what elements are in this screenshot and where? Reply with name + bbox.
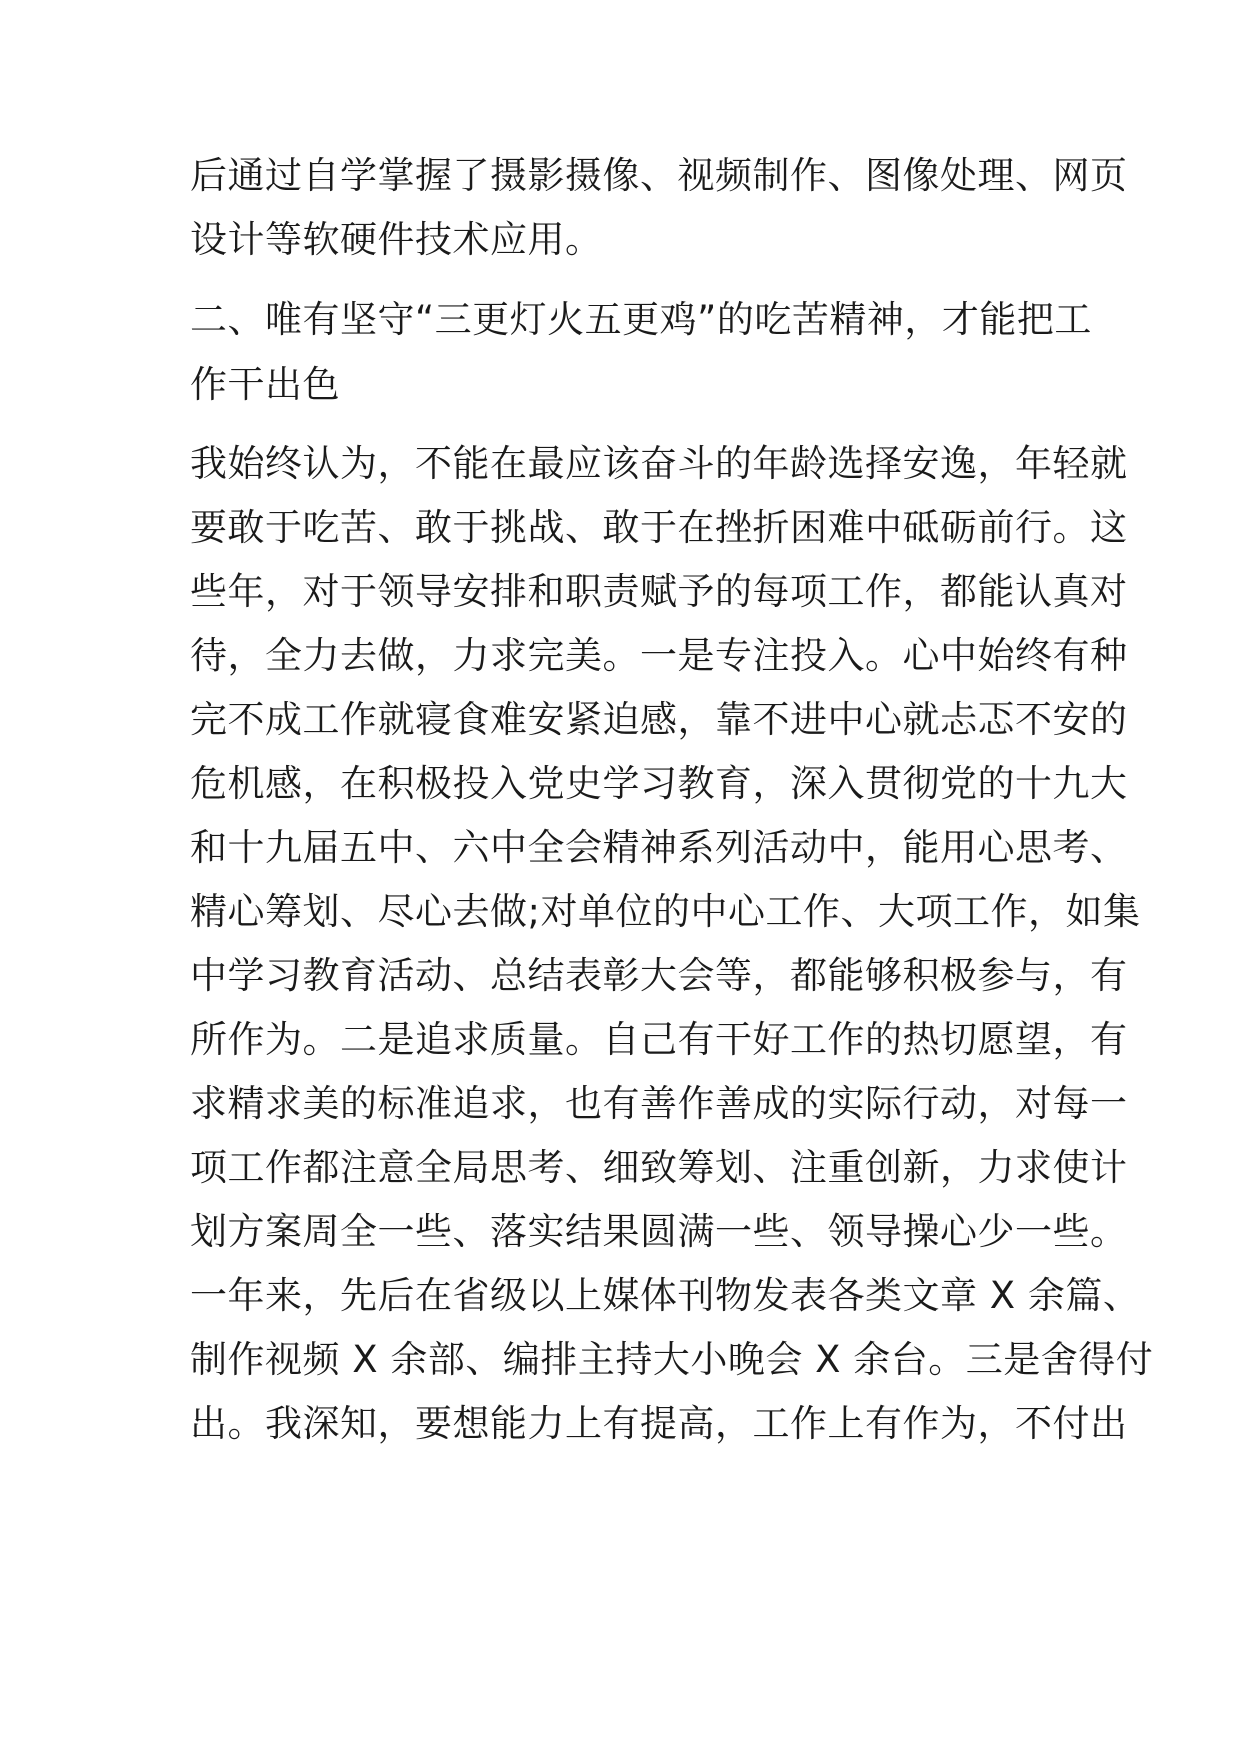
- para-2-line-1: 我始终认为，不能在最应该奋斗的年龄选择安逸，年轻就: [190, 442, 1128, 485]
- para-2-line-10: 所作为。二是追求质量。自己有干好工作的热切愿望，有: [190, 1018, 1128, 1061]
- para-2-line-3: 些年，对于领导安排和职责赋予的每项工作，都能认真对: [190, 570, 1128, 613]
- para-2-line-12: 项工作都注意全局思考、细致筹划、注重创新，力求使计: [190, 1146, 1128, 1189]
- para-2-line-5: 完不成工作就寝食难安紧迫感，靠不进中心就忐忑不安的: [190, 698, 1128, 741]
- section-heading-line-1: 二、唯有坚守“三更灯火五更鸡”的吃苦精神，才能把工: [190, 298, 1092, 341]
- para-2-line-15: 制作视频 X 余部、编排主持大小晚会 X 余台。三是舍得付: [190, 1338, 1154, 1381]
- para-2-line-13: 划方案周全一些、落实结果圆满一些、领导操心少一些。: [190, 1210, 1128, 1253]
- para-2-line-11: 求精求美的标准追求，也有善作善成的实际行动，对每一: [190, 1082, 1128, 1125]
- para-2-line-2: 要敢于吃苦、敢于挑战、敢于在挫折困难中砥砺前行。这: [190, 506, 1128, 549]
- para-2-line-8: 精心筹划、尽心去做;对单位的中心工作、大项工作，如集: [190, 890, 1141, 933]
- para-2-line-16: 出。我深知，要想能力上有提高，工作上有作为，不付出: [190, 1402, 1128, 1445]
- para-2-line-9: 中学习教育活动、总结表彰大会等，都能够积极参与，有: [190, 954, 1128, 997]
- para-2-line-7: 和十九届五中、六中全会精神系列活动中，能用心思考、: [190, 826, 1128, 869]
- para-1-line-2: 设计等软硬件技术应用。: [190, 218, 603, 261]
- section-heading-line-2: 作干出色: [190, 363, 340, 406]
- para-2-line-4: 待，全力去做，力求完美。一是专注投入。心中始终有种: [190, 634, 1128, 677]
- para-2-line-6: 危机感，在积极投入党史学习教育，深入贯彻党的十九大: [190, 762, 1128, 805]
- para-1-line-1: 后通过自学掌握了摄影摄像、视频制作、图像处理、网页: [190, 154, 1128, 197]
- para-2-line-14: 一年来，先后在省级以上媒体刊物发表各类文章 X 余篇、: [190, 1274, 1141, 1317]
